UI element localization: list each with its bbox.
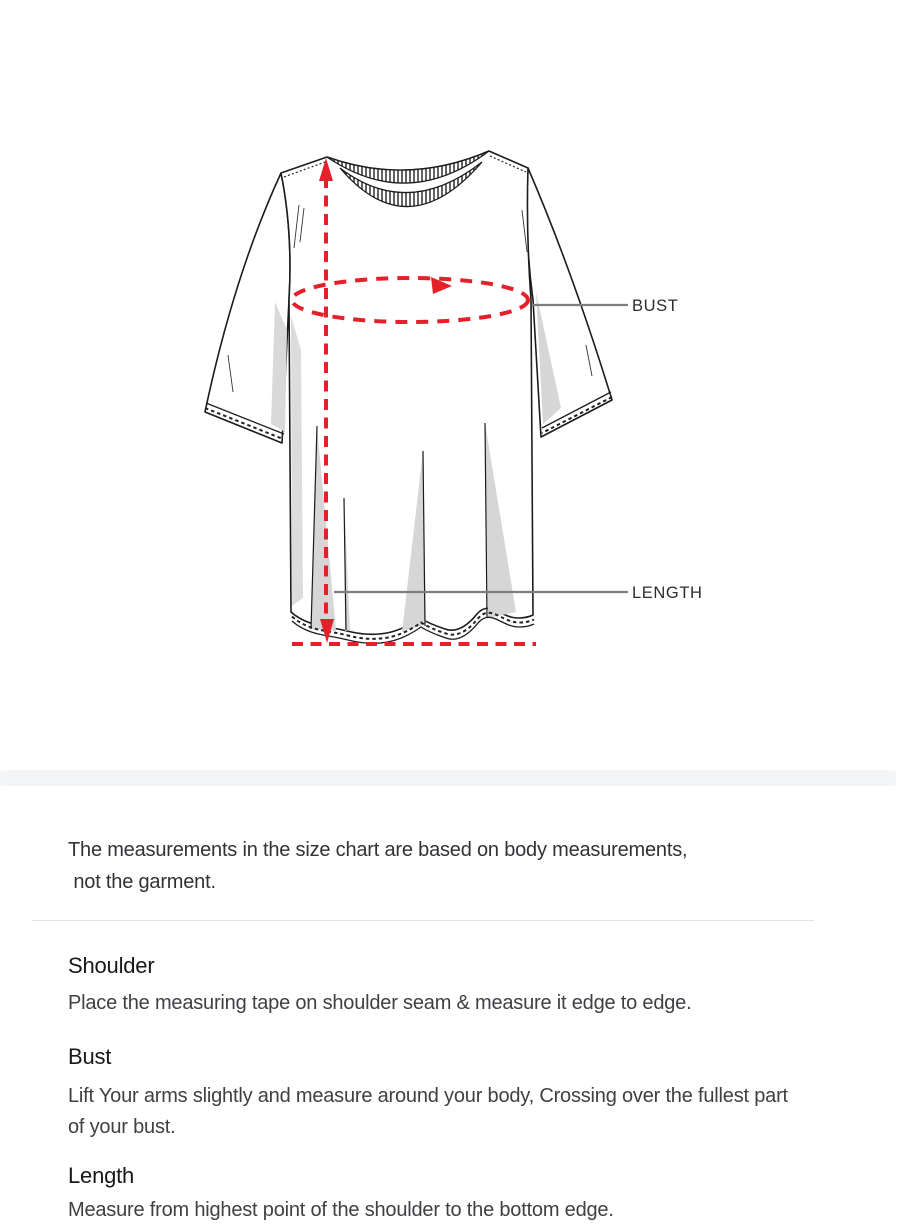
- size-chart-note: [68, 835, 828, 898]
- section-title-shoulder: Shoulder: [68, 953, 155, 978]
- length-label: LENGTH: [632, 584, 703, 602]
- section-body-shoulder: Place the measuring tape on shoulder seam & measure it edge to edge.: [68, 992, 692, 1014]
- note-line-2: not the garment.: [68, 870, 216, 893]
- bust-label: BUST: [632, 297, 679, 315]
- section-title-bust: Bust: [68, 1044, 112, 1069]
- divider-line: [32, 920, 814, 921]
- section-title-length: Length: [68, 1163, 135, 1188]
- section-body-bust: Lift Your arms slightly and measure around your body, Crossing over the fullest part of your bust.: [68, 1085, 788, 1138]
- section-body-length: Measure from highest point of the shoulder to the bottom edge.: [68, 1199, 614, 1221]
- note-line-1: The measurements in the size chart are based on body measurements,: [68, 839, 688, 861]
- section-divider-band: [0, 770, 896, 786]
- right-sleeve: [527, 168, 612, 437]
